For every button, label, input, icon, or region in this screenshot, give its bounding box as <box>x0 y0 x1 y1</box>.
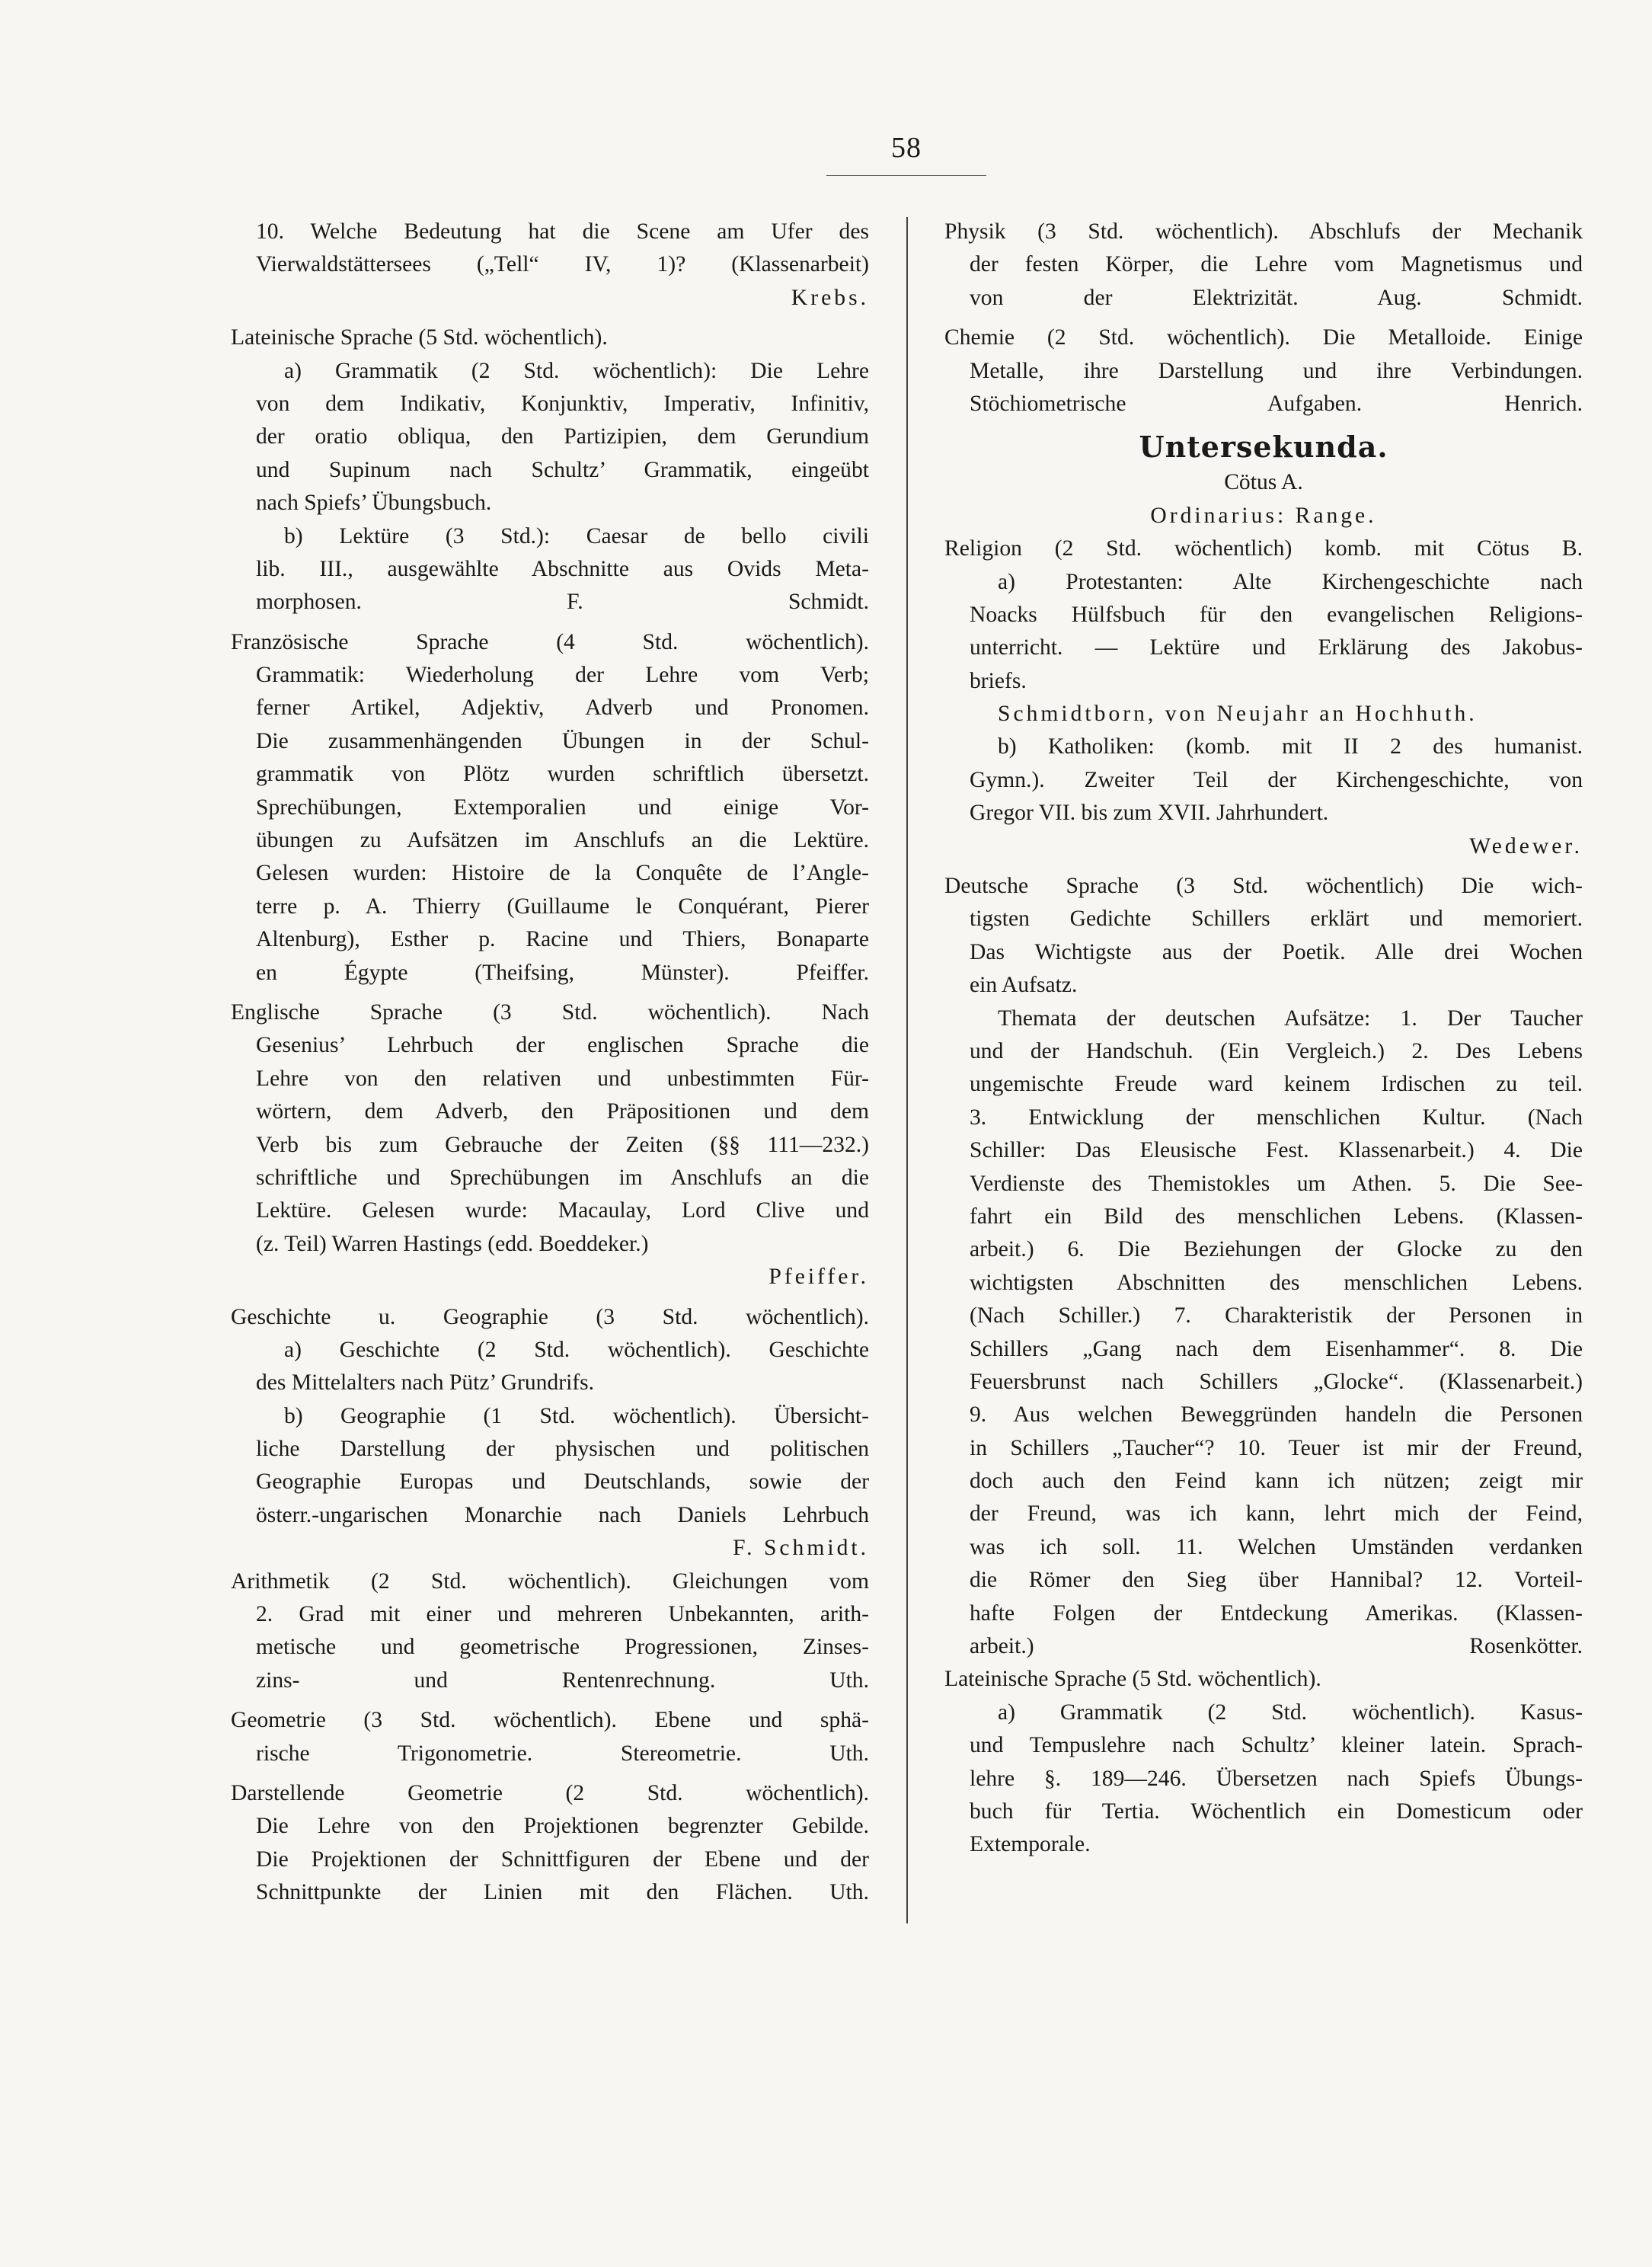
text-line: 2. Grad mit einer und mehreren Unbekannten, arith- <box>256 1602 869 1627</box>
paragraph-gap <box>231 990 869 996</box>
text-line: 3. Entwicklung der menschlichen Kultur. (Nach <box>970 1105 1583 1130</box>
text-line: Themata der deutschen Aufsätze: 1. Der Taucher <box>998 1006 1583 1031</box>
text-line: Pfeiffer. <box>768 1265 869 1290</box>
text-line: Die Lehre von den Projektionen begrenzter Gebilde. <box>256 1814 869 1839</box>
page-number: 58 <box>891 132 922 164</box>
text-line: tigsten Gedichte Schillers erklärt und memoriert. <box>970 906 1583 932</box>
text-line: österr.-ungarischen Monarchie nach Daniels Lehrbuch <box>256 1502 869 1527</box>
text-line: lib. III., ausgewählte Abschnitte aus Ovids Meta- <box>256 556 869 581</box>
text-line: fahrt ein Bild des menschlichen Lebens. (Klassen- <box>970 1204 1583 1229</box>
text-line: Schillers „Gang nach dem Eisenhammer“. 8. Die <box>970 1336 1583 1361</box>
text-line: lehre §. 189—246. Übersetzen nach Spiefs Übungs- <box>970 1766 1583 1791</box>
text-line: ferner Artikel, Adjektiv, Adverb und Pronomen. <box>256 695 869 721</box>
text-line: Cötus A. <box>1224 470 1303 495</box>
text-line: Noacks Hülfsbuch für den evangelischen Religions- <box>970 602 1583 627</box>
text-line: grammatik von Plötz wurden schriftlich übersetzt. <box>256 762 869 787</box>
text-line: arbeit.) 6. Die Beziehungen der Glocke zu den <box>970 1237 1583 1262</box>
text-line: Deutsche Sprache (3 Std. wöchentlich) Die wich- <box>944 874 1583 899</box>
text-line: Gymn.). Zweiter Teil der Kirchengeschichte, von <box>970 767 1583 792</box>
text-line: Geographie Europas und Deutschlands, sowie der <box>256 1469 869 1495</box>
text-line: Gelesen wurden: Histoire de la Conquête de l’Angle- <box>256 861 869 886</box>
text-line: Physik (3 Std. wöchentlich). Abschlufs der Mechanik <box>944 219 1583 244</box>
text-line: wichtigsten Abschnitten des menschlichen Lebens. <box>970 1270 1583 1295</box>
text-line: doch auch den Feind kann ich nützen; zeigt mir <box>970 1469 1583 1494</box>
text-line: arbeit.) Rosenkötter. <box>970 1634 1583 1659</box>
text-line: en Égypte (Theifsing, Münster). Pfeiffer. <box>256 960 869 985</box>
text-line: Lateinische Sprache (5 Std. wöchentlich). <box>231 325 608 350</box>
text-line: Die zusammenhängenden Übungen in der Schul- <box>256 728 869 753</box>
text-line: der oratio obliqua, den Partizipien, dem Gerundium <box>256 424 869 449</box>
text-line: Lateinische Sprache (5 Std. wöchentlich). <box>944 1667 1321 1692</box>
text-line: Schnittpunkte der Linien mit den Flächen. Uth. <box>256 1880 869 1905</box>
text-line: Verdienste des Themistokles um Athen. 5. Die See- <box>970 1171 1583 1196</box>
text-line: metische und geometrische Progressionen, Zinses- <box>256 1635 869 1660</box>
text-line: Arithmetik (2 Std. wöchentlich). Gleichungen vom <box>231 1568 869 1594</box>
text-line: Krebs. <box>791 285 869 310</box>
text-line: (z. Teil) Warren Hastings (edd. Boeddeker.) <box>256 1231 649 1256</box>
text-line: Stöchiometrische Aufgaben. Henrich. <box>970 391 1583 416</box>
text-line: a) Protestanten: Alte Kirchengeschichte nach <box>998 569 1583 594</box>
text-line: b) Geographie (1 Std. wöchentlich). Übersicht- <box>284 1403 869 1428</box>
text-line: a) Grammatik (2 Std. wöchentlich). Kasus- <box>998 1699 1583 1725</box>
text-line: a) Geschichte (2 Std. wöchentlich). Geschichte <box>284 1337 869 1362</box>
text-line: Ordinarius: Range. <box>1150 503 1377 528</box>
text-line: Lehre von den relativen und unbestimmten Für- <box>256 1066 869 1091</box>
text-line: Chemie (2 Std. wöchentlich). Die Metalloide. Einige <box>944 325 1583 350</box>
paragraph-gap <box>231 1294 869 1301</box>
text-line: 9. Aus welchen Beweggründen handeln die Personen <box>970 1402 1583 1428</box>
text-line: morphosen. F. Schmidt. <box>256 590 869 615</box>
text-line: Schmidtborn, von Neujahr an Hochhuth. <box>998 702 1478 727</box>
text-line: Altenburg), Esther p. Racine und Thiers, Bonaparte <box>256 927 869 952</box>
text-line: und Tempuslehre nach Schultz’ kleiner latein. Sprach- <box>970 1733 1583 1758</box>
text-line: von dem Indikativ, Konjunktiv, Imperativ, Infinitiv, <box>256 391 869 416</box>
text-line: Metalle, ihre Darstellung und ihre Verbindungen. <box>970 358 1583 383</box>
paragraph-gap <box>944 315 1583 321</box>
text-line: ein Aufsatz. <box>970 973 1078 998</box>
text-line: in Schillers „Taucher“? 10. Teuer ist mir der Freund, <box>970 1435 1583 1460</box>
text-line: von der Elektrizität. Aug. Schmidt. <box>970 285 1583 310</box>
text-line: b) Katholiken: (komb. mit II 2 des humanist. <box>998 734 1583 759</box>
text-line: und der Handschuh. (Ein Vergleich.) 2. Des Lebens <box>970 1038 1583 1063</box>
text-line: zins- und Rentenrechnung. Uth. <box>256 1667 869 1693</box>
text-line: Sprechübungen, Extemporalien und einige Vor- <box>256 795 869 820</box>
text-line: übungen zu Aufsätzen im Anschlufs an die Lektüre. <box>256 828 869 853</box>
text-line: Religion (2 Std. wöchentlich) komb. mit Cötus B. <box>944 536 1583 561</box>
text-line: des Mittelalters nach Pütz’ Grundrifs. <box>256 1370 595 1396</box>
text-line: Darstellende Geometrie (2 Std. wöchentlich). <box>231 1780 869 1805</box>
text-line: der Freund, was ich kann, lehrt mich der Feind, <box>970 1501 1583 1527</box>
paragraph-gap <box>231 1770 869 1777</box>
text-line: Schiller: Das Eleusische Fest. Klassenarbeit.) 4. Die <box>970 1138 1583 1163</box>
text-line: buch für Tertia. Wöchentlich ein Domesticum oder <box>970 1799 1583 1824</box>
text-line: der festen Körper, die Lehre vom Magnetismus und <box>970 252 1583 277</box>
right-column <box>944 216 1583 1862</box>
text-line: Lektüre. Gelesen wurde: Macaulay, Lord Clive und <box>256 1198 869 1223</box>
text-line: Grammatik: Wiederholung der Lehre vom Verb; <box>256 663 869 688</box>
text-line: Extemporale. <box>970 1832 1091 1857</box>
text-line: Gesenius’ Lehrbuch der englischen Sprache die <box>256 1033 869 1058</box>
paragraph-gap <box>231 1697 869 1704</box>
text-line: nach Spiefs’ Übungsbuch. <box>256 491 492 516</box>
text-line: a) Grammatik (2 Std. wöchentlich): Die Lehre <box>284 358 869 383</box>
text-line: Wedewer. <box>1469 833 1583 859</box>
text-line: Englische Sprache (3 Std. wöchentlich). Nach <box>231 999 869 1025</box>
text-line: Vierwaldstättersees („Tell“ IV, 1)? (Klassenarbeit) <box>256 252 869 277</box>
paragraph-gap <box>231 619 869 626</box>
text-line: liche Darstellung der physischen und politischen <box>256 1437 869 1462</box>
text-line: die Römer den Sieg über Hannibal? 12. Vorteil- <box>970 1568 1583 1593</box>
text-line: schriftliche und Sprechübungen im Anschlufs an die <box>256 1165 869 1190</box>
paragraph-gap <box>231 315 869 321</box>
text-line: briefs. <box>970 668 1027 693</box>
page-number-rule <box>826 175 986 176</box>
text-line: Französische Sprache (4 Std. wöchentlich). <box>231 629 869 654</box>
text-line: rische Trigonometrie. Stereometrie. Uth. <box>256 1741 869 1766</box>
text-line: Das Wichtigste aus der Poetik. Alle drei Wochen <box>970 939 1583 964</box>
text-line: Feuersbrunst nach Schillers „Glocke“. (Klassenarbeit.) <box>970 1369 1583 1394</box>
text-line: Geometrie (3 Std. wöchentlich). Ebene und sphä- <box>231 1708 869 1733</box>
text-line: F. Schmidt. <box>733 1536 869 1561</box>
left-column <box>231 216 869 1910</box>
text-line: b) Lektüre (3 Std.): Caesar de bello civili <box>284 523 869 548</box>
text-line: Verb bis zum Gebrauche der Zeiten (§§ 111—232.) <box>256 1132 869 1157</box>
text-line: unterricht. — Lektüre und Erklärung des Jakobus- <box>970 635 1583 660</box>
text-line: was ich soll. 11. Welchen Umständen verdanken <box>970 1534 1583 1559</box>
text-line: wörtern, dem Adverb, den Präpositionen und dem <box>256 1099 869 1124</box>
text-line: terre p. A. Thierry (Guillaume le Conquérant, Pierer <box>256 894 869 919</box>
text-line: hafte Folgen der Entdeckung Amerikas. (Klassen- <box>970 1600 1583 1626</box>
paragraph-gap <box>944 863 1583 870</box>
text-line: und Supinum nach Schultz’ Grammatik, eingeübt <box>256 457 869 482</box>
text-line: 10. Welche Bedeutung hat die Scene am Ufer des <box>256 219 869 244</box>
text-line: ungemischte Freude ward keinem Irdischen zu teil. <box>970 1072 1583 1097</box>
column-divider <box>906 217 908 1923</box>
text-line: Geschichte u. Geographie (3 Std. wöchentlich). <box>231 1304 869 1329</box>
text-line: Gregor VII. bis zum XVII. Jahrhundert. <box>970 801 1329 826</box>
text-line: Die Projektionen der Schnittfiguren der Ebene und der <box>256 1847 869 1872</box>
text-line: (Nach Schiller.) 7. Charakteristik der Personen in <box>970 1303 1583 1329</box>
section-heading: Untersekunda. <box>1139 430 1388 465</box>
